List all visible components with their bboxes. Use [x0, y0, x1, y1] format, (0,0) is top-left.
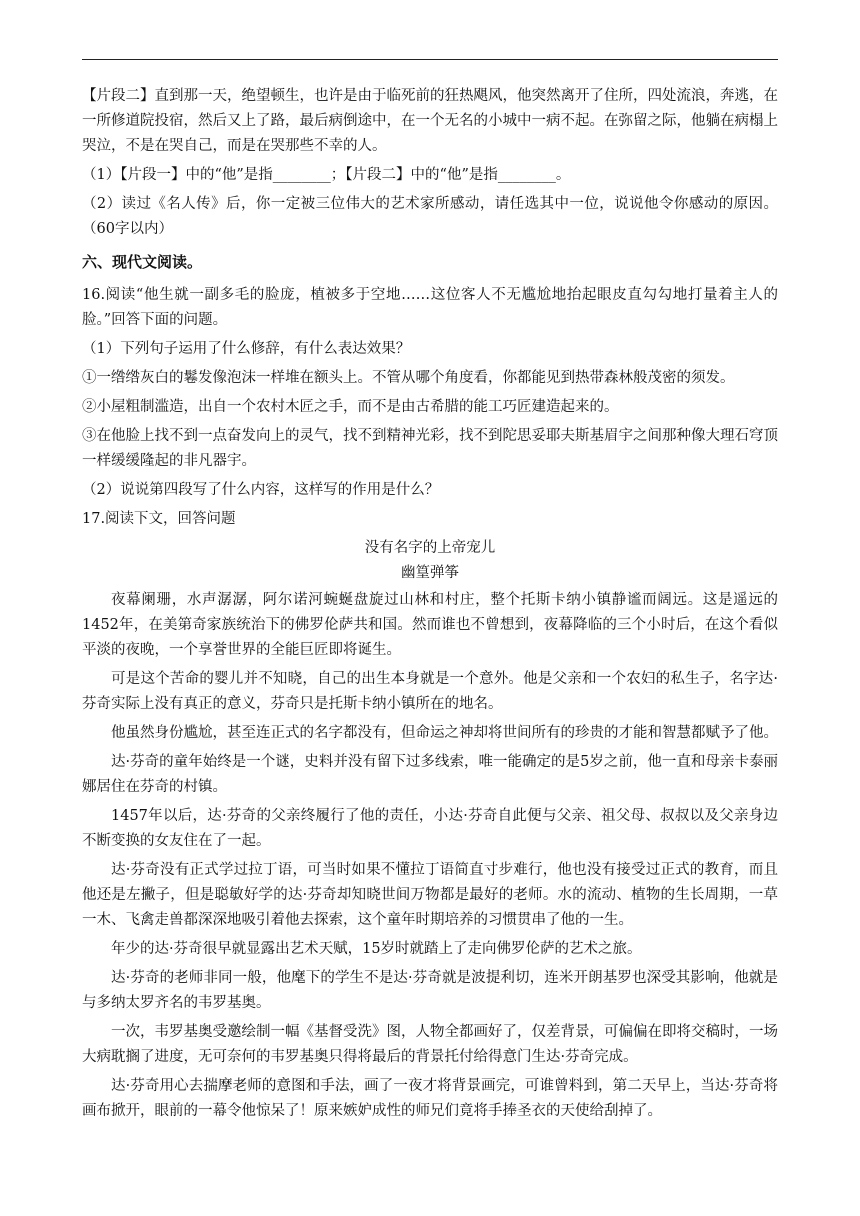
article-paragraph: 达·芬奇用心去揣摩老师的意图和手法，画了一夜才将背景画完，可谁曾料到，第二天早上，当达·芬奇将画布掀开，眼前的一幕令他惊呆了！原来嫉妒成性的师兄们竟将手捧圣衣的天使给刮掉了。 [82, 1078, 778, 1119]
article-author: 幽篁弹筝 [401, 565, 459, 581]
question-16-sentence-2: ②小屋粗制滥造，出自一个农村木匠之手，而不是由古希腊的能工巧匠建造起来的。 [82, 399, 619, 415]
article-paragraph: 年少的达·芬奇很早就显露出艺术天赋，15岁时就踏上了走向佛罗伦萨的艺术之旅。 [111, 941, 642, 957]
question-17-intro: 17.阅读下文，回答问题 [82, 511, 236, 527]
question-2: （2）读过《名人传》后，你一定被三位伟大的艺术家所感动，请任选其中一位，说说他令你感动的原因。（60字以内） [82, 196, 778, 237]
question-1: （1）【片段一】中的“他”是指________；【片段二】中的“他”是指________。 [82, 167, 571, 183]
article-paragraph: 1457年以后，达·芬奇的父亲终履行了他的责任，小达·芬奇自此便与父亲、祖父母、叔叔以及父亲身边不断变换的女友住在了一起。 [82, 808, 778, 849]
question-16-part-2: （2）说说第四段写了什么内容，这样写的作用是什么？ [82, 482, 440, 498]
article-paragraph: 他虽然身份尴尬，甚至连正式的名字都没有，但命运之神却将世间所有的珍贵的才能和智慧都赋予了他。 [111, 725, 778, 741]
question-16-sentence-3: ③在他脸上找不到一点奋发向上的灵气，找不到精神光彩，找不到陀思妥耶夫斯基眉宇之间那种像大理石穹顶一样缓缓隆起的非凡器宇。 [82, 428, 778, 469]
article-paragraph: 达·芬奇没有正式学过拉丁语，可当时如果不懂拉丁语简直寸步难行，他也没有接受过正式的教育，而且他还是左撇子，但是聪敏好学的达·芬奇却知晓世间万物都是最好的老师。水的流动、植物的生长周期，一草一木、飞禽走兽都深深地吸引着他去探索，这个童年时期培养的习惯贯串了他的一生。 [82, 862, 778, 928]
header-rule [82, 59, 778, 60]
article-paragraph: 达·芬奇的童年始终是一个谜，史料并没有留下过多线索，唯一能确定的是5岁之前，他一直和母亲卡泰丽娜居住在芬奇的村镇。 [82, 754, 778, 795]
document-body [82, 84, 778, 1124]
section-heading-6: 六、现代文阅读。 [82, 253, 203, 271]
article-title: 没有名字的上帝宠儿 [364, 540, 496, 556]
question-16-sentence-1: ①一绺绺灰白的鬈发像泡沫一样堆在额头上。不管从哪个角度看，你都能见到热带森林般茂密的须发。 [82, 370, 735, 386]
article-paragraph: 一次，韦罗基奥受邀绘制一幅《基督受洗》图，人物全都画好了，仅差背景，可偏偏在即将交稿时，一场大病耽搁了进度，无可奈何的韦罗基奥只得将最后的背景托付给得意门生达·芬奇完成。 [82, 1024, 778, 1065]
article-paragraph: 可是这个苦命的婴儿并不知晓，自己的出生本身就是一个意外。他是父亲和一个农妇的私生子，名字达·芬奇实际上没有真正的意义，芬奇只是托斯卡纳小镇所在的地名。 [82, 671, 778, 712]
fragment-two-text: 【片段二】直到那一天，绝望顿生，也许是由于临死前的狂热飓风，他突然离开了住所，四处流浪，奔逃，在一所修道院投宿，然后又上了路，最后病倒途中，在一个无名的小城中一病不起。在弥留之际，他躺在病榻上哭泣，不是在哭自己，而是在哭那些不幸的人。 [82, 88, 778, 154]
article-paragraph: 达·芬奇的老师非同一般，他麾下的学生不是达·芬奇就是波提利切，连米开朗基罗也深受其影响，他就是与多纳太罗齐名的韦罗基奥。 [82, 970, 778, 1011]
question-16-part-1: （1）下列句子运用了什么修辞，有什么表达效果？ [82, 341, 411, 357]
question-16-intro: 16.阅读“他生就一副多毛的脸庞，植被多于空地……这位客人不无尴尬地抬起眼皮直勾勾地打量着主人的脸。”回答下面的问题。 [82, 287, 778, 328]
article-paragraph: 夜幕阑珊，水声潺潺，阿尔诺河蜿蜒盘旋过山林和村庄，整个托斯卡纳小镇静谧而阔远。这是遥远的1452年，在美第奇家族统治下的佛罗伦萨共和国。然而谁也不曾想到，夜幕降临的三个小时后，在这个看似平淡的夜晚，一个享誉世界的全能巨匠即将诞生。 [82, 592, 778, 658]
